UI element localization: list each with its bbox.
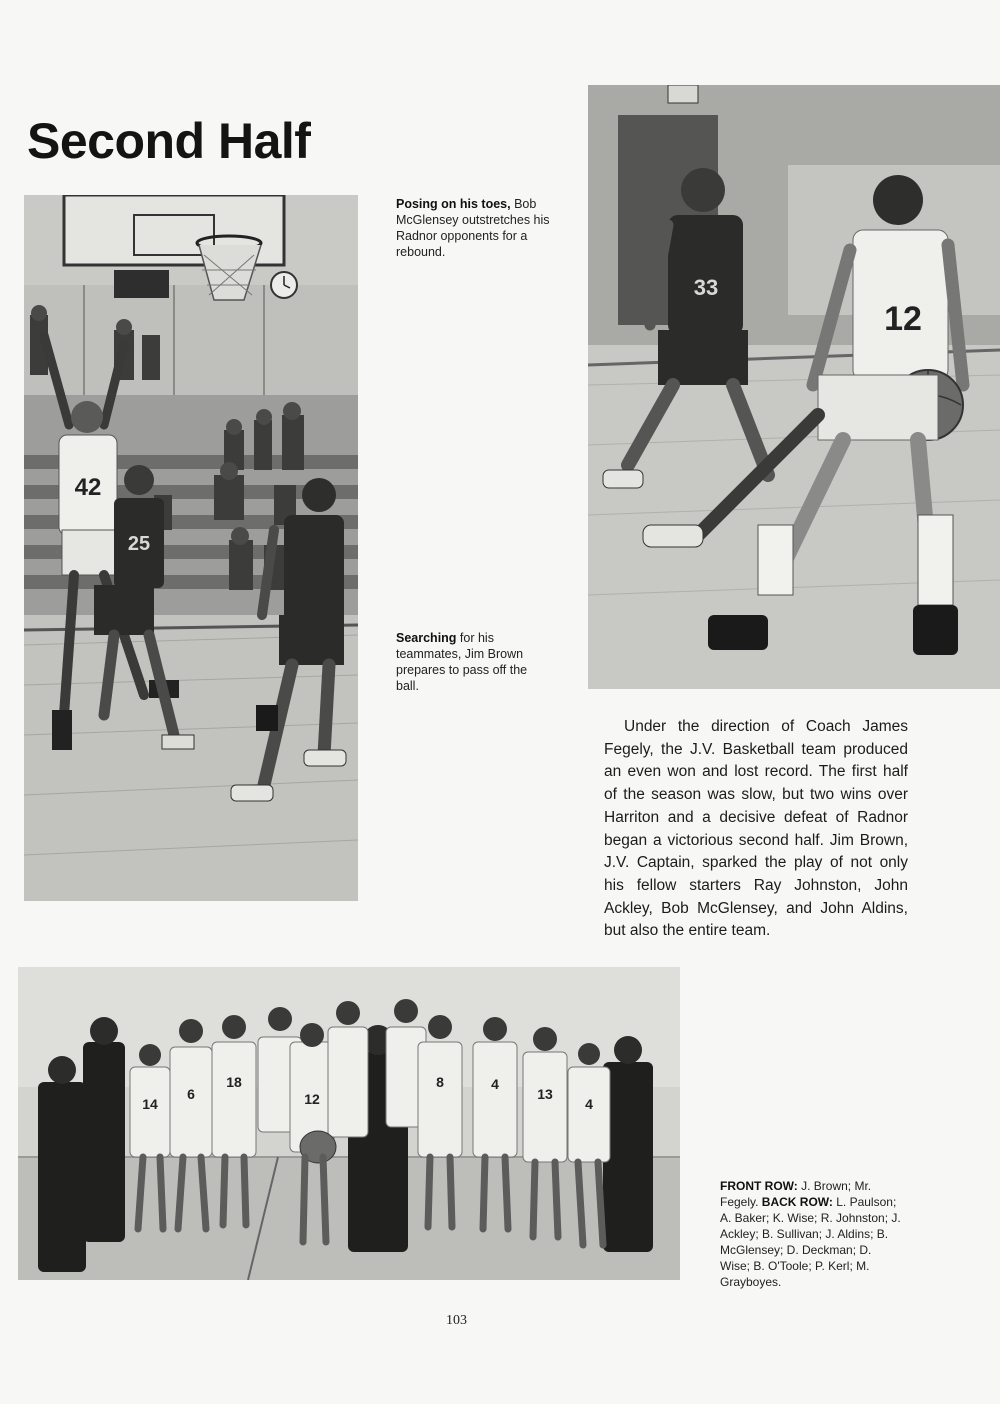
jersey-12-number: 12 [884, 300, 922, 338]
back-row-names: L. Paulson; A. Baker; K. Wise; R. Johnston; J. Ackley; B. Sullivan; J. Aldins; B. McGlensey; D. Deckman; D. Wise; B. O'Toole; P. Kerl; M. Grayboyes. [720, 1195, 901, 1289]
dribble-photo [588, 85, 1000, 689]
team-photo [18, 967, 680, 1280]
page-number: 103 [446, 1313, 467, 1328]
team-jersey-6: 4 [491, 1076, 499, 1092]
team-jersey-7: 13 [537, 1086, 553, 1102]
team-caption [720, 1178, 904, 1290]
team-jersey-1: 14 [142, 1096, 158, 1112]
back-row-label: BACK ROW: [761, 1195, 833, 1209]
rebound-photo [24, 195, 358, 901]
rebound-caption [396, 196, 550, 260]
jersey-42-number: 42 [74, 474, 102, 501]
article-body [604, 716, 908, 943]
page-title: Second Half [27, 113, 311, 169]
team-jersey-5: 8 [436, 1074, 444, 1090]
rebound-caption-lead: Posing on his toes, [396, 197, 511, 211]
rebound-caption-text: Bob McGlensey outstretches his Radnor opponents for a rebound. [396, 197, 550, 259]
team-jersey-8: 4 [585, 1096, 593, 1112]
searching-caption-lead: Searching [396, 631, 457, 645]
jersey-25-number: 25 [127, 533, 151, 555]
team-jersey-3: 18 [226, 1074, 242, 1090]
article-body-text: Under the direction of Coach James Fegely, the J.V. Basketball team produced an even won and lost record. The first half of the season was slow, but two wins over Harriton and a decisive defeat of Radnor began a victorious second half. Jim Brown, J.V. Captain, sparked the play of not only his fellow starters Ray Johnston, John Ackley, Bob McGlensey, and John Aldins, but also the entire team. [604, 718, 908, 940]
front-row-label: FRONT ROW: [720, 1179, 798, 1193]
team-jersey-4: 12 [304, 1091, 320, 1107]
jersey-33-number: 33 [693, 275, 719, 300]
searching-caption-text: for his teammates, Jim Brown prepares to pass off the ball. [396, 631, 528, 693]
front-row-names: J. Brown; Mr. Fegely. [720, 1179, 872, 1209]
searching-caption [396, 630, 550, 694]
team-jersey-2: 6 [187, 1086, 195, 1102]
